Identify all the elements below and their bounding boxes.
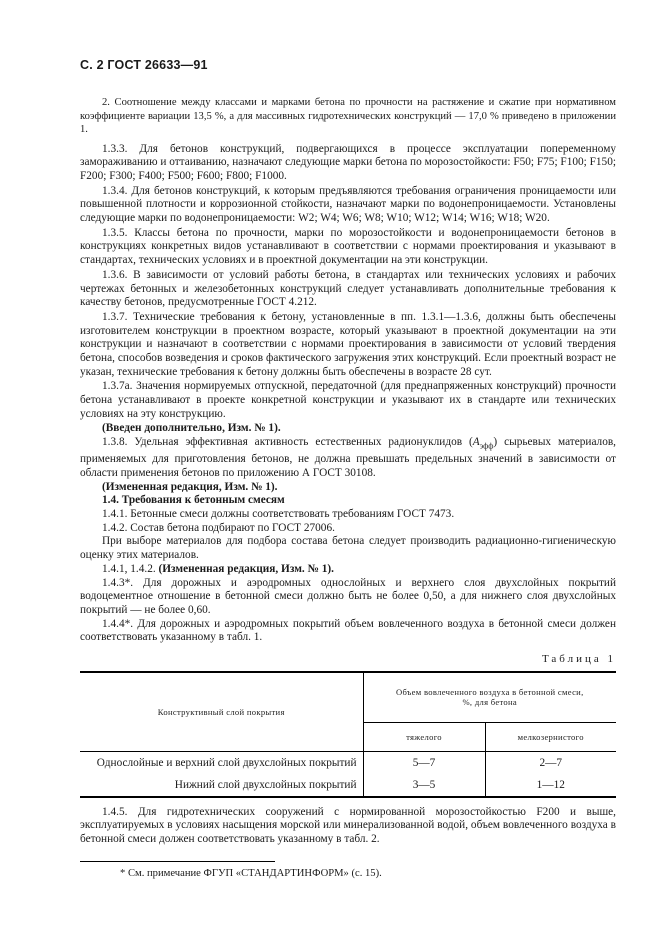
table-cell-heavy: 5—7 [363, 751, 485, 774]
table-cell-fine: 2—7 [539, 756, 563, 769]
table-cell-fine: 1—12 [485, 774, 616, 797]
paragraph-radiation: При выборе материалов для подбора состава бетона следует производить радиационно-гигиеническую оценку этих материалов. [80, 535, 616, 562]
table-caption: Таблица 1 [541, 653, 616, 666]
amendment-note-edited: (Измененная редакция, Изм. № 1). [102, 480, 278, 493]
paragraph-1-3-6: 1.3.6. В зависимости от условий работы бетона, в стандартах или технических условиях и рабочих чертежах бетонных и железобетонных конструкций следует устанавливать дополнительные требования к качеству бетонов, предусмотренные ГОСТ 4.212. [80, 268, 616, 309]
paragraph-1-4-4: 1.4.4*. Для дорожных и аэродромных покрытий объем вовлеченного воздуха в бетонной смеси должен соответствовать указанному в табл. 1. [80, 617, 616, 644]
paragraph-1-3-4: 1.3.4. Для бетонов конструкций, к которым предъявляются требования ограничения проницаемости или повышенной плотности и коррозионной стойкости, назначают марки по водонепроницаемости. Установлены следующие марки по водонепроницаемости: W2; W4; W6; W8; W10; W12; W14; W16; W18; W20. [80, 184, 616, 225]
table-row [80, 774, 616, 797]
paragraph-1-3-3: 1.3.3. Для бетонов конструкций, подвергающихся в процессе эксплуатации попеременному замораживанию и оттаиванию, назначают следующие марки бетона по морозостойкости: F50; F75; F100; F150; F200; F300; F400; F500; F600; F800; F1000. [80, 142, 616, 182]
paragraph-1-4-1: 1.4.1. Бетонные смеси должны соответствовать требованиям ГОСТ 7473. [102, 508, 455, 521]
table-cell-heavy: 3—5 [363, 774, 485, 797]
paragraph-1-4-5: 1.4.5. Для гидротехнических сооружений с нормированной морозостойкостью F200 и выше, эксплуатируемых в условиях насыщения морской или минерализованной водой, объем вовлеченного воздуха в бетонной смеси должен соответствовать указанному в табл. 2. [80, 805, 616, 845]
paragraph-1-4-2: 1.4.2. Состав бетона подбирают по ГОСТ 27006. [102, 521, 335, 534]
paragraph-1-4-1-1-4-2: 1.4.1, 1.4.2. (Измененная редакция, Изм. № 1). [102, 562, 334, 575]
page-header: С. 2 ГОСТ 26633—91 [80, 58, 208, 72]
paragraph-1-3-8: 1.3.8. Удельная эффективная активность естественных радионуклидов $(A_{эфф})$ сырьевых материалов, применяемых для приготовления бетонов, не должна превышать предельных значений в зависимости от области применения бетонов по приложению А ГОСТ 30108. [80, 436, 616, 479]
section-heading-1-4: 1.4. Требования к бетонным смесям [102, 494, 285, 507]
footnote-divider [80, 861, 275, 862]
footnote: * См. примечание ФГУП «СТАНДАРТИНФОРМ» (с. 15). [120, 867, 382, 879]
paragraph-1-3-7: 1.3.7. Технические требования к бетону, установленные в пп. 1.3.1—1.3.6, должны быть обеспечены изготовителем конструкции в проектном возрасте, который указывают в проектной документации на эти конструкции и назначают в соответствии с нормами проектирования в зависимости от условий твердения бетона, способов возведения и сроков фактического загружения этих конструкций. Если проектный возраст не указан, технические требования к бетону должны быть обеспечены в возрасте 28 сут. [80, 310, 616, 378]
table-row [80, 751, 616, 774]
table-subheader-heavy: тяжелого [363, 722, 485, 751]
table-header-layer: Конструктивный слой покрытия [80, 672, 363, 751]
amendment-note-added: (Введен дополнительно, Изм. № 1). [102, 421, 281, 434]
paragraph-1-3-7a: 1.3.7а. Значения нормируемых отпускной, передаточной (для преднапряженных конструкций) прочности бетона устанавливают в проекте конкретной конструкции и указывают их в стандарте или технических условиях на эту конструкцию. [80, 380, 616, 420]
note-2: 2. Соотношение между классами и марками бетона по прочности на растяжение и сжатие при нормативном коэффициенте вариации 13,5 %, а для массивных гидротехнических конструкций — 17,0 % приведено в приложении 1. [80, 97, 616, 135]
table-subheader-fine: мелкозернистого [485, 722, 616, 751]
table-cell-layer: Однослойные и верхний слой двухслойных покрытий [80, 751, 363, 774]
document-page [80, 58, 616, 879]
paragraph-1-3-5: 1.3.5. Классы бетона по прочности, марки по морозостойкости и водонепроницаемости бетонов в конструкциях конкретных видов устанавливают в соответствии с нормами проектирования и указывают в стандартах, технических условиях и в проектной документации на эти конструкции. [80, 226, 616, 267]
air-volume-table [80, 671, 616, 798]
paragraph-1-4-3: 1.4.3*. Для дорожных и аэродромных однослойных и верхнего слоя двухслойных покрытий водоцементное отношение в бетонной смеси должно быть не более 0,50, а для нижнего слоя двухслойных покрытий — не более 0,60. [80, 576, 616, 616]
table-cell-layer: Нижний слой двухслойных покрытий [80, 774, 363, 797]
table-header-air-volume: Объем вовлеченного воздуха в бетонной смеси, %, для бетона [363, 672, 616, 722]
